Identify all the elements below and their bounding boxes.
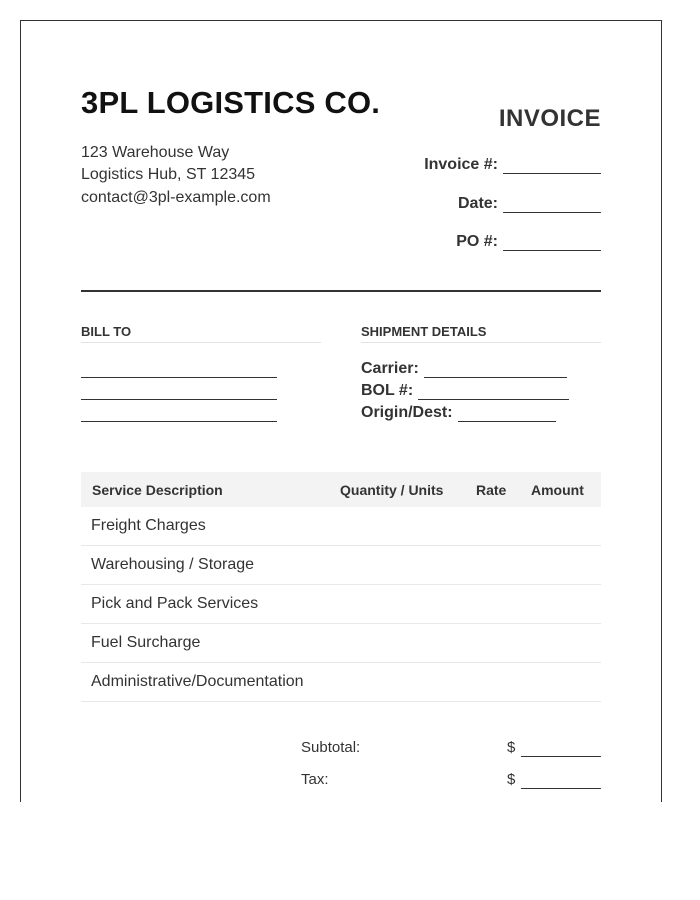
po-number-row <box>456 233 601 251</box>
carrier-field[interactable] <box>424 363 567 378</box>
table-row <box>81 663 601 702</box>
invoice-date-field[interactable] <box>503 198 601 213</box>
po-number-field[interactable] <box>503 236 601 251</box>
table-row <box>81 546 601 585</box>
header-divider <box>81 290 601 292</box>
shipment-details-heading: SHIPMENT DETAILS <box>361 324 601 343</box>
invoice-title: INVOICE <box>498 105 601 132</box>
tax-label: Tax: <box>301 771 329 788</box>
table-row <box>81 585 601 624</box>
bol-row <box>361 382 569 400</box>
service-description: Pick and Pack Services <box>91 595 259 612</box>
service-description: Administrative/Documentation <box>91 673 304 690</box>
company-address-line2: Logistics Hub, ST 12345 <box>81 166 256 183</box>
company-email: contact@3pl-example.com <box>81 189 271 206</box>
subtotal-label: Subtotal: <box>301 739 361 756</box>
bill-to-heading: BILL TO <box>81 324 321 343</box>
bill-to-line-2[interactable] <box>81 399 277 400</box>
origin-dest-row <box>361 404 556 422</box>
invoice-date-label: Date: <box>457 195 498 212</box>
table-row <box>81 624 601 663</box>
service-description: Freight Charges <box>91 517 206 534</box>
bill-to-line-3[interactable] <box>81 421 277 422</box>
invoice-number-row <box>424 156 601 174</box>
carrier-label: Carrier: <box>361 360 419 377</box>
subtotal-currency: $ <box>507 739 516 756</box>
invoice-number-label: Invoice #: <box>424 156 498 173</box>
services-table <box>81 472 601 702</box>
invoice-date-row <box>458 195 601 213</box>
origin-dest-field[interactable] <box>458 407 556 422</box>
header-quantity-units: Quantity / Units <box>340 482 444 498</box>
tax-currency: $ <box>507 771 516 788</box>
table-row <box>81 507 601 546</box>
header-service-description: Service Description <box>92 482 223 498</box>
service-description: Fuel Surcharge <box>91 634 201 651</box>
origin-dest-label: Origin/Dest: <box>361 404 453 421</box>
bill-to-line-1[interactable] <box>81 377 277 378</box>
bol-field[interactable] <box>418 385 569 400</box>
carrier-row <box>361 360 567 378</box>
invoice-page <box>20 20 662 802</box>
invoice-number-field[interactable] <box>503 159 601 174</box>
header-rate: Rate <box>476 482 507 498</box>
po-number-label: PO #: <box>456 233 498 250</box>
subtotal-field[interactable] <box>521 756 601 757</box>
service-description: Warehousing / Storage <box>91 556 255 573</box>
company-name: 3PL LOGISTICS CO. <box>81 85 381 120</box>
tax-field[interactable] <box>521 788 601 789</box>
company-address-line1: 123 Warehouse Way <box>81 144 230 161</box>
header-amount: Amount <box>531 482 584 498</box>
table-header <box>81 472 601 507</box>
bol-label: BOL #: <box>361 382 414 399</box>
